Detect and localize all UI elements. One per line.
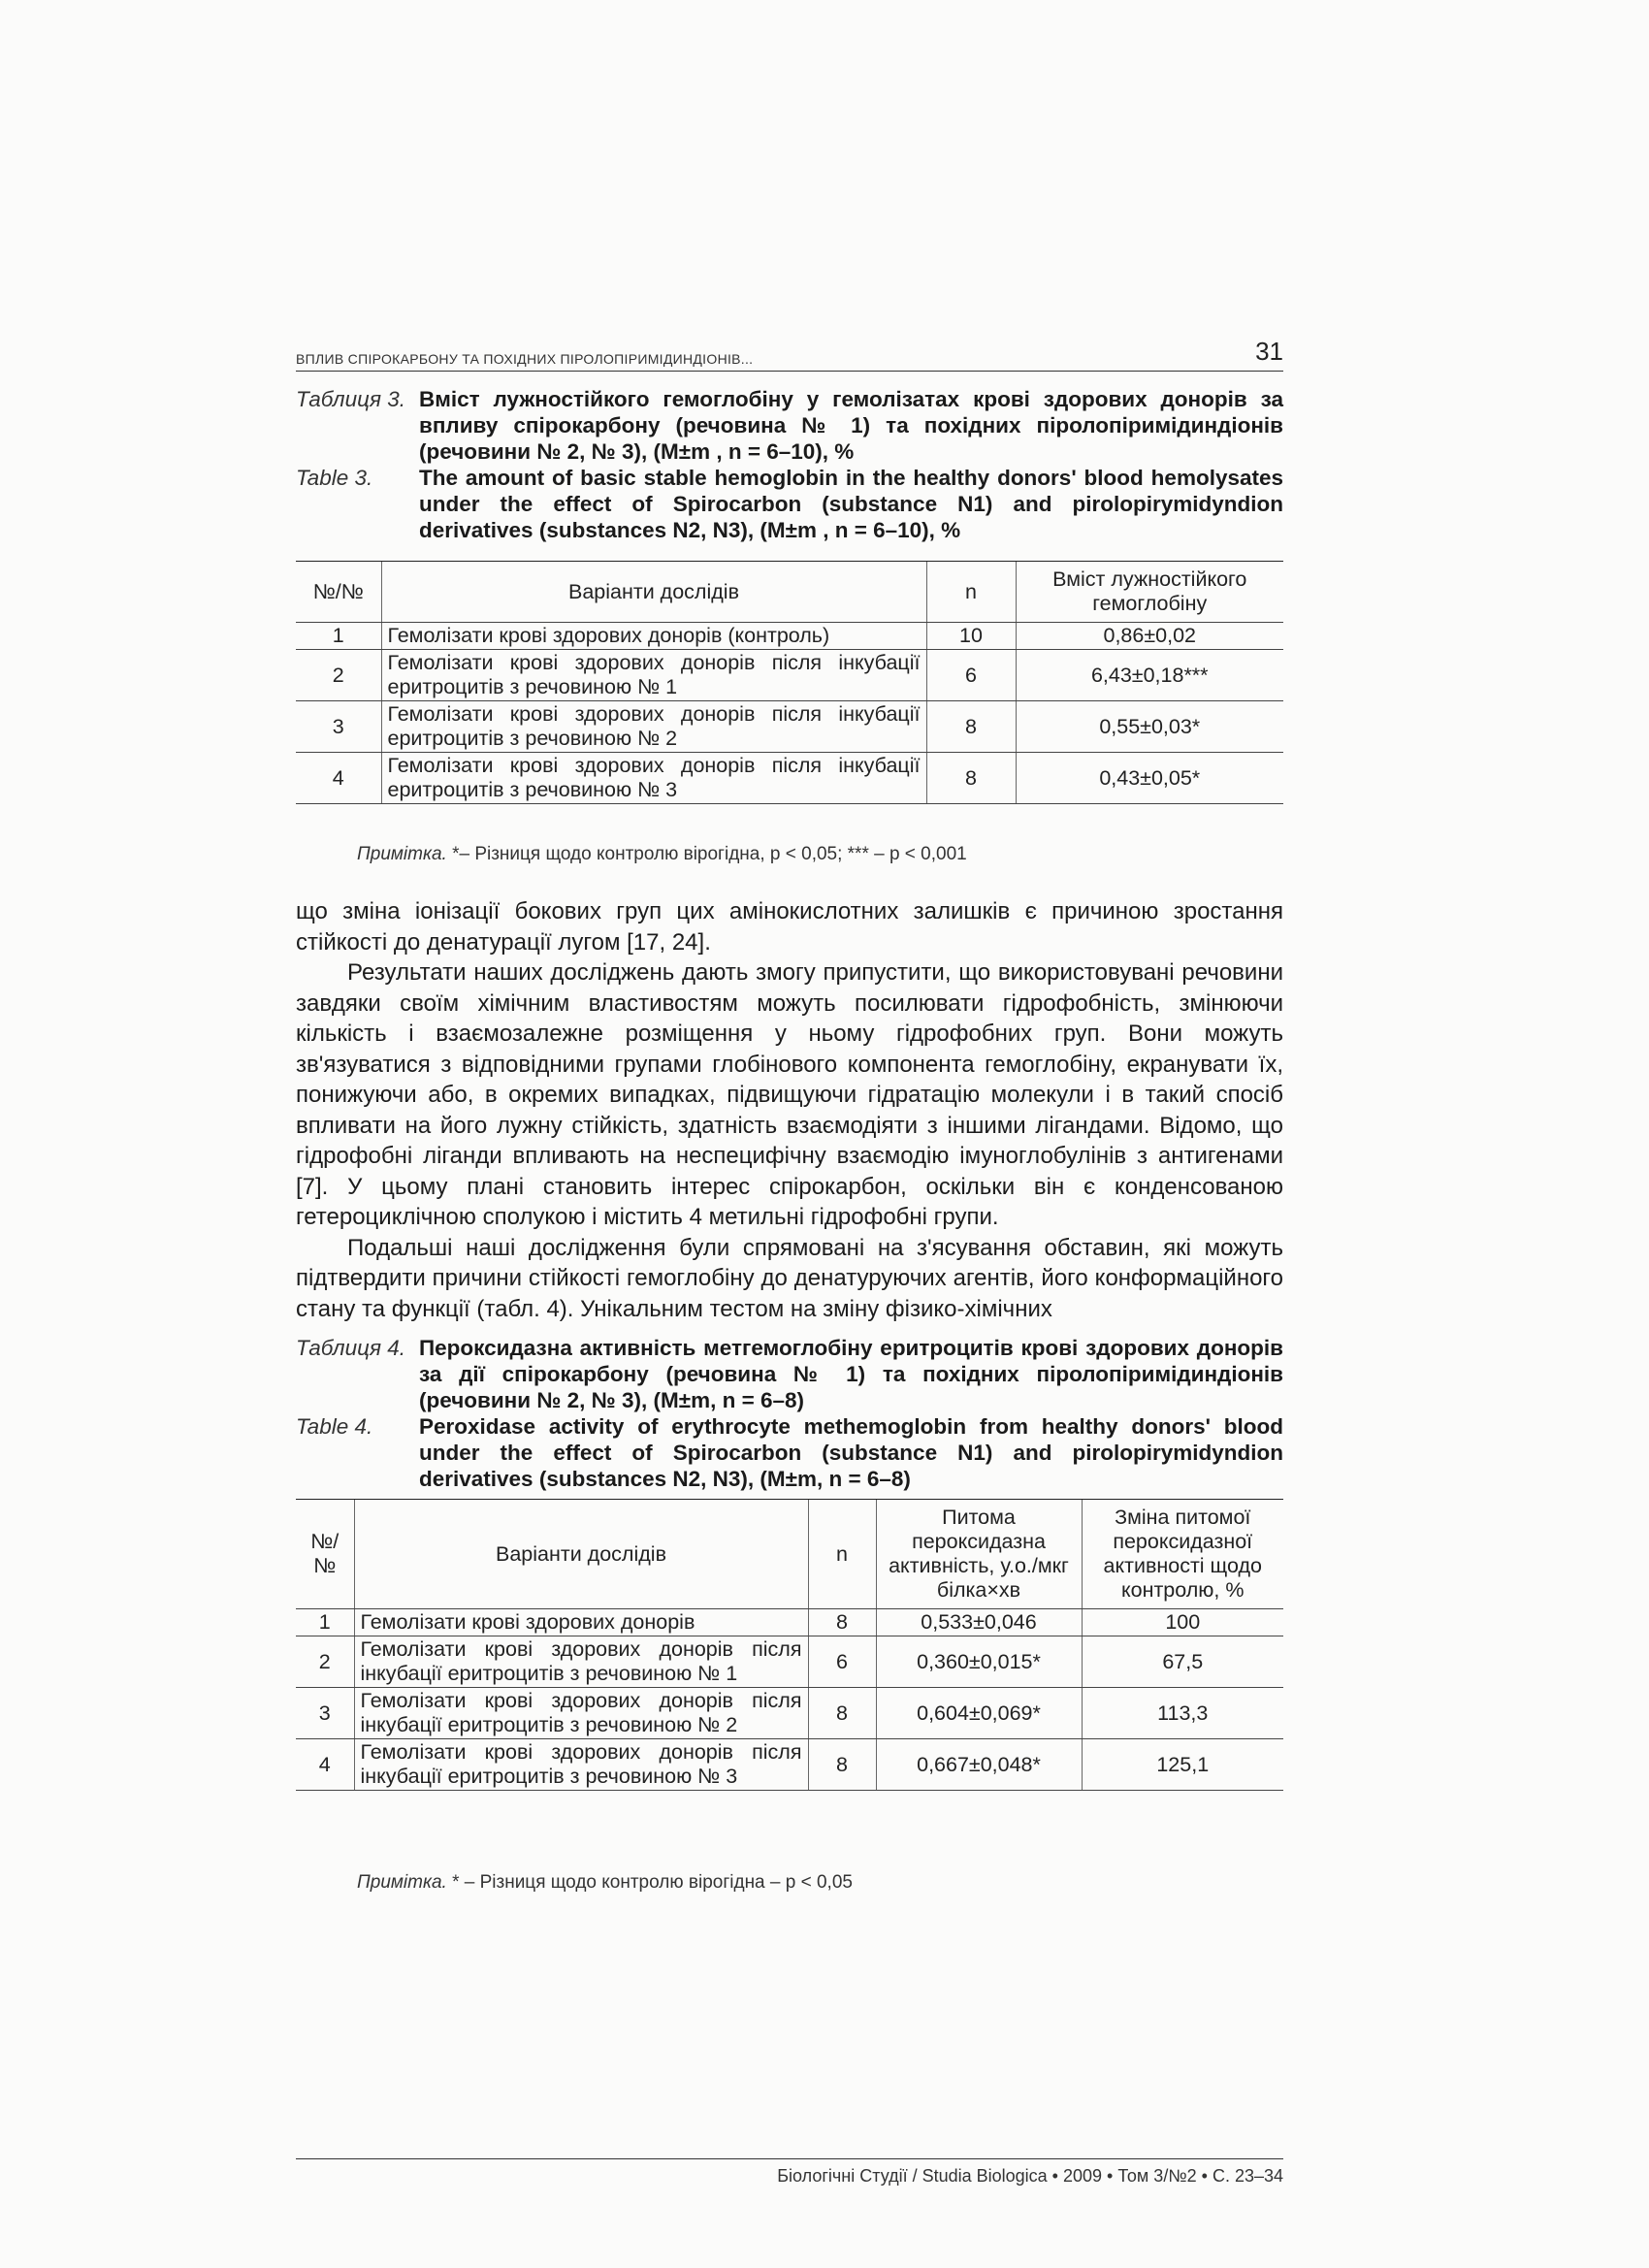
row-n: 8 <box>926 753 1016 804</box>
table4-caption <box>296 1335 1283 1492</box>
table-row <box>296 1739 1283 1791</box>
row-change: 125,1 <box>1082 1739 1283 1791</box>
table-row <box>296 701 1283 753</box>
table3-note <box>357 844 967 865</box>
row-n: 8 <box>808 1688 876 1739</box>
row-value: 0,43±0,05* <box>1016 753 1283 804</box>
row-change: 113,3 <box>1082 1688 1283 1739</box>
row-no: 1 <box>296 623 381 650</box>
row-variant: Гемолізати крові здорових донорів (контроль) <box>381 623 926 650</box>
row-activity: 0,667±0,048* <box>876 1739 1082 1791</box>
table4-header-activity: Питома пероксидазна активність, у.о./мкг білка×хв <box>876 1500 1082 1609</box>
row-no: 4 <box>296 1739 354 1791</box>
row-no: 1 <box>296 1609 354 1636</box>
table3-caption-ua: Вміст лужностійкого гемоглобіну у гемолізатах крові здорових донорів за впливу спірокарбону (речовина № 1) та похідних піролопіримідиндіонів (речовини № 2, № 3), (M±m , n = 6–10), % <box>419 387 1283 464</box>
table4-label-en: Table 4. <box>296 1414 373 1439</box>
paragraph-2: Результати наших досліджень дають змогу припустити, що використовувані речовини завдяки своїм хімічним властивостям можуть посилювати гідрофобність, змінюючи кількість і взаємозалежне розміщення у ньому гідрофобних груп. Вони можуть зв'язуватися з відповідними групами глобінового компонента гемоглобіну, екранувати їх, понижуючи або, в окремих випадках, підвищуючи гідратацію молекули і в такий спосіб впливати на його лужну стійкість, здатність взаємодіяти з іншими лігандами. Відомо, що гідрофобні ліганди впливають на неспецифічну взаємодію імуноглобулінів з антигенами [7]. У цьому плані становить інтерес спірокарбон, оскільки він є конденсованою гетероциклічною сполукою і містить 4 метильні гідрофобні групи. <box>296 959 1283 1230</box>
row-value: 0,55±0,03* <box>1016 701 1283 753</box>
table4-header-variant: Варіанти дослідів <box>354 1500 808 1609</box>
table3-caption <box>296 386 1283 543</box>
paragraph-3: Подальші наші дослідження були спрямовані на з'ясування обставин, які можуть підтвердити причини стійкості гемоглобіну до денатуруючих агентів, його конформаційного стану та функції (табл. 4). Унікальним тестом на зміну фізико-хімічних <box>296 1234 1283 1322</box>
table4-header-row <box>296 1500 1283 1609</box>
row-no: 3 <box>296 1688 354 1739</box>
table3-note-label: Примітка. <box>357 844 447 864</box>
running-header <box>296 336 1283 372</box>
row-n: 10 <box>926 623 1016 650</box>
body-text <box>296 896 1283 1324</box>
table4-note <box>357 1872 853 1894</box>
table4-header-n: n <box>808 1500 876 1609</box>
row-value: 0,86±0,02 <box>1016 623 1283 650</box>
table-row <box>296 1688 1283 1739</box>
table-row <box>296 623 1283 650</box>
table4-header-no: №/ № <box>296 1500 354 1609</box>
row-no: 2 <box>296 1636 354 1688</box>
row-variant: Гемолізати крові здорових донорів після інкубації еритроцитів з речовиною № 3 <box>381 753 926 804</box>
row-no: 4 <box>296 753 381 804</box>
table4-caption-en: Peroxidase activity of erythrocyte methemoglobin from healthy donors' blood under the effect of Spirocarbon (substance N1) and pirolopirymidyndion derivatives (substances N2, N3), (M±m, n = 6–8) <box>419 1414 1283 1491</box>
row-variant: Гемолізати крові здорових донорів після інкубації еритроцитів з речовиною № 3 <box>354 1739 808 1791</box>
row-change: 100 <box>1082 1609 1283 1636</box>
table4-note-text: * – Різниця щодо контролю вірогідна – p < 0,05 <box>452 1872 853 1893</box>
row-change: 67,5 <box>1082 1636 1283 1688</box>
row-n: 6 <box>926 650 1016 701</box>
page-number: 31 <box>1255 337 1283 366</box>
table3 <box>296 561 1283 804</box>
table4 <box>296 1499 1283 1791</box>
row-activity: 0,533±0,046 <box>876 1609 1082 1636</box>
table3-header-row <box>296 562 1283 623</box>
table3-caption-en: The amount of basic stable hemoglobin in the healthy donors' blood hemolysates under the effect of Spirocarbon (substance N1) and pirolopirymidyndion derivatives (substances N2, N3), (M±m , n = 6–10), % <box>419 466 1283 542</box>
row-variant: Гемолізати крові здорових донорів після інкубації еритроцитів з речовиною № 2 <box>381 701 926 753</box>
table4-label-ua: Таблиця 4. <box>296 1336 406 1360</box>
table3-header-value: Вміст лужностійкого гемоглобіну <box>1016 562 1283 623</box>
row-no: 3 <box>296 701 381 753</box>
running-title: ВПЛИВ СПІРОКАРБОНУ ТА ПОХІДНИХ ПІРОЛОПІРИМІДИНДІОНІВ... <box>296 351 754 367</box>
row-value: 6,43±0,18*** <box>1016 650 1283 701</box>
table3-header-n: n <box>926 562 1016 623</box>
row-n: 8 <box>808 1739 876 1791</box>
table4-note-label: Примітка. <box>357 1872 447 1893</box>
row-n: 8 <box>926 701 1016 753</box>
table-row <box>296 753 1283 804</box>
table3-note-text: *– Різниця щодо контролю вірогідна, p < 0,05; *** – p < 0,001 <box>452 844 967 864</box>
row-activity: 0,360±0,015* <box>876 1636 1082 1688</box>
table4-caption-ua: Пероксидазна активність метгемоглобіну еритроцитів крові здорових донорів за дії спірокарбону (речовина № 1) та похідних піролопіримідиндіонів (речовини № 2, № 3), (M±m, n = 6–8) <box>419 1336 1283 1412</box>
journal-footer: Біологічні Студії / Studia Biologica • 2009 • Том 3/№2 • С. 23–34 <box>777 2166 1283 2186</box>
row-n: 8 <box>808 1609 876 1636</box>
table4-header-change: Зміна питомої пероксидазної активності щодо контролю, % <box>1082 1500 1283 1609</box>
row-variant: Гемолізати крові здорових донорів <box>354 1609 808 1636</box>
row-variant: Гемолізати крові здорових донорів після інкубації еритроцитів з речовиною № 1 <box>381 650 926 701</box>
row-variant: Гемолізати крові здорових донорів після інкубації еритроцитів з речовиною № 2 <box>354 1688 808 1739</box>
table3-label-en: Table 3. <box>296 466 373 490</box>
table-row <box>296 1636 1283 1688</box>
table-row <box>296 1609 1283 1636</box>
footer-rule <box>296 2158 1283 2159</box>
row-n: 6 <box>808 1636 876 1688</box>
table3-header-no: №/№ <box>296 562 381 623</box>
paragraph-1: що зміна іонізації бокових груп цих амінокислотних залишків є причиною зростання стійкості до денатурації лугом [17, 24]. <box>296 898 1283 956</box>
table3-label-ua: Таблиця 3. <box>296 387 406 411</box>
table-row <box>296 650 1283 701</box>
row-variant: Гемолізати крові здорових донорів після інкубації еритроцитів з речовиною № 1 <box>354 1636 808 1688</box>
row-no: 2 <box>296 650 381 701</box>
row-activity: 0,604±0,069* <box>876 1688 1082 1739</box>
table3-header-variant: Варіанти дослідів <box>381 562 926 623</box>
